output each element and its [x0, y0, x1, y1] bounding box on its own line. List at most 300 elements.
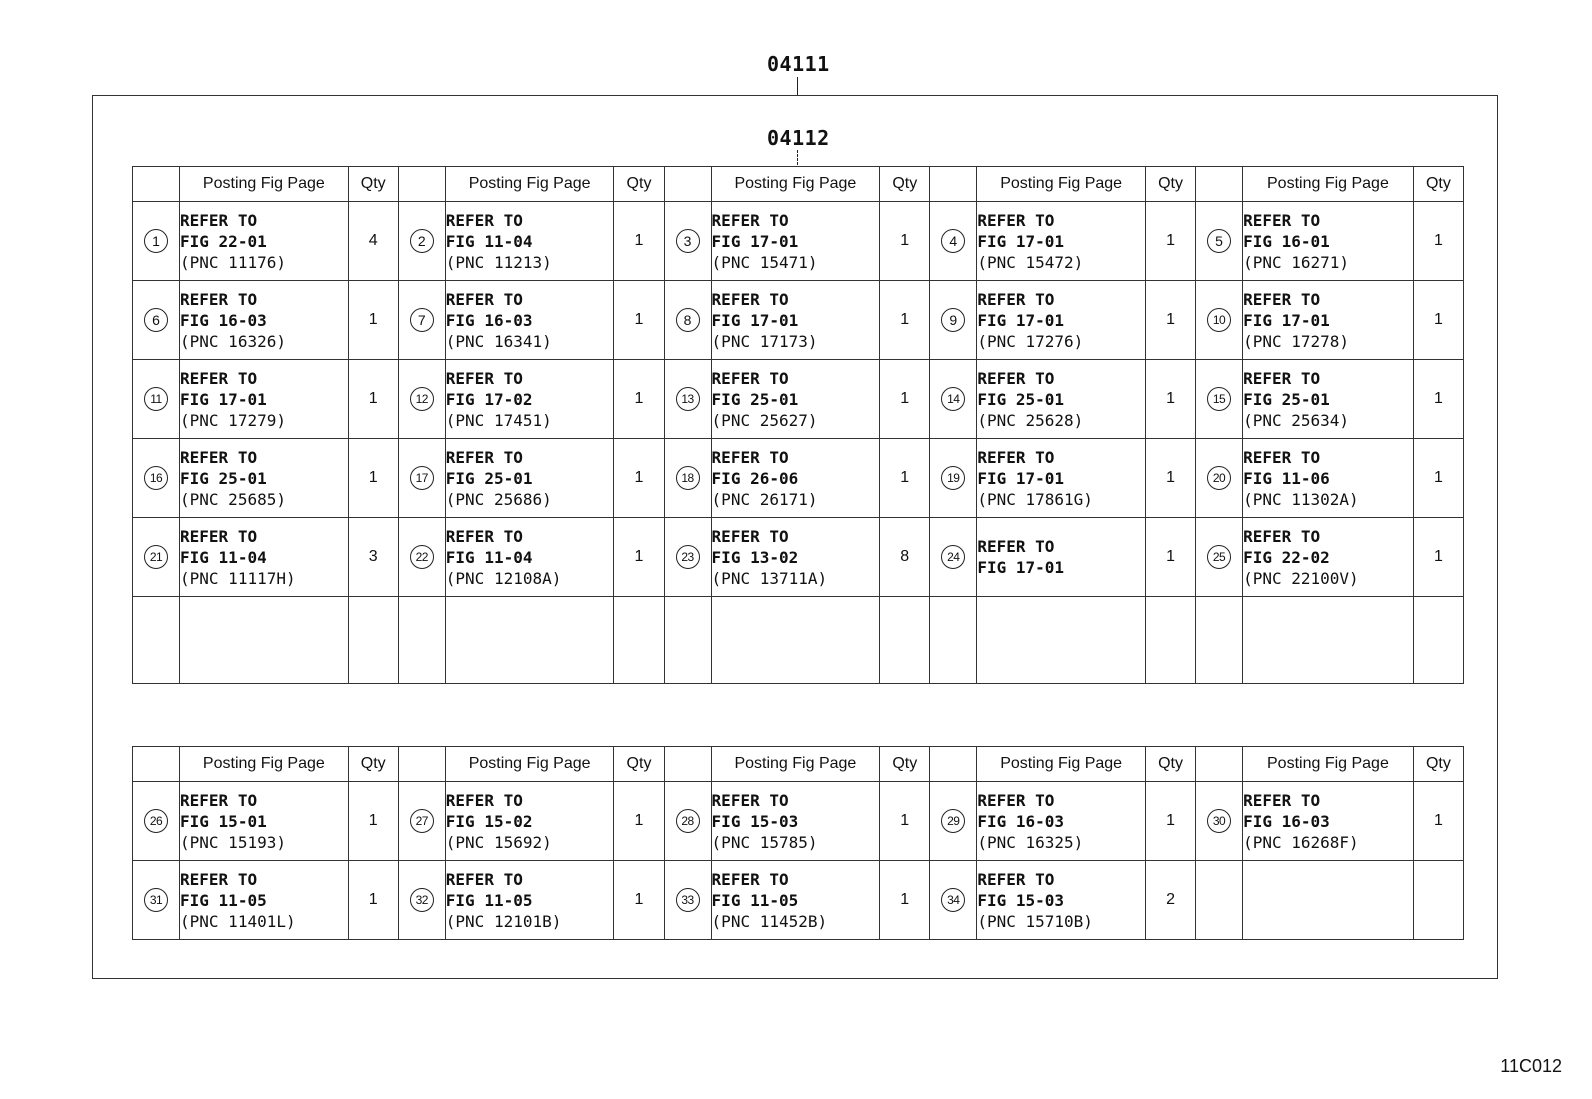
refer-to-text: REFER TO: [977, 289, 1055, 309]
posting-fig-page-cell: [1243, 782, 1414, 861]
item-number-circle: 3: [676, 229, 700, 253]
pnc-reference: (PNC 11302A): [1243, 489, 1359, 509]
qty-cell: 3: [348, 518, 398, 597]
pnc-reference: (PNC 17451): [445, 410, 552, 430]
item-number-circle: 34: [941, 888, 965, 912]
table-row: [133, 518, 1464, 597]
refer-to-text: REFER TO: [977, 537, 1055, 556]
pnc-reference: (PNC 11213): [445, 252, 552, 272]
posting-fig-page-cell: [977, 202, 1146, 281]
posting-fig-page-header: Posting Fig Page: [977, 167, 1146, 202]
empty-cell: [348, 597, 398, 684]
posting-fig-page-cell: [180, 281, 349, 360]
item-number-cell: [398, 782, 445, 861]
refer-to-text: REFER TO: [711, 210, 789, 230]
fig-reference: FIG 16-01: [1243, 231, 1330, 251]
refer-to-text: REFER TO: [977, 790, 1055, 810]
pnc-reference: (PNC 12101B): [445, 911, 562, 931]
item-number-circle: 12: [410, 387, 434, 411]
refer-to-text: REFER TO: [1243, 790, 1321, 810]
refer-to-text: REFER TO: [1243, 447, 1321, 467]
posting-fig-page-cell: [977, 439, 1146, 518]
qty-cell: [1413, 861, 1463, 940]
item-number-circle: 1: [144, 229, 168, 253]
qty-cell: 1: [880, 439, 930, 518]
empty-cell: [133, 597, 180, 684]
fig-reference: FIG 25-01: [180, 468, 267, 488]
parts-reference-table-1: [132, 166, 1464, 684]
empty-table-row: [133, 597, 1464, 684]
fig-reference: FIG 17-01: [1243, 310, 1330, 330]
refer-to-text: REFER TO: [445, 289, 523, 309]
posting-fig-page-cell: [711, 202, 880, 281]
refer-to-text: REFER TO: [180, 210, 258, 230]
fig-reference: FIG 11-05: [445, 890, 533, 910]
item-number-cell: [398, 861, 445, 940]
posting-fig-page-header: Posting Fig Page: [180, 747, 349, 782]
refer-to-text: REFER TO: [711, 869, 789, 889]
item-number-circle: 30: [1207, 809, 1231, 833]
posting-fig-page-cell: [711, 360, 880, 439]
refer-to-text: REFER TO: [180, 526, 258, 546]
pnc-reference: (PNC 17276): [977, 331, 1084, 351]
posting-fig-page-header: Posting Fig Page: [180, 167, 349, 202]
pnc-reference: (PNC 15710B): [977, 911, 1093, 931]
pnc-reference: (PNC 16341): [445, 331, 552, 351]
fig-reference: FIG 25-01: [711, 389, 799, 409]
item-number-circle: 19: [941, 466, 965, 490]
pnc-reference: (PNC 25685): [180, 489, 286, 509]
qty-cell: 1: [614, 202, 664, 281]
refer-to-text: REFER TO: [445, 368, 523, 388]
empty-cell: [880, 597, 930, 684]
qty-cell: 1: [1413, 439, 1463, 518]
qty-cell: 1: [1145, 281, 1195, 360]
posting-fig-page-header: Posting Fig Page: [711, 167, 880, 202]
fig-reference: FIG 26-06: [711, 468, 799, 488]
item-number-circle: 32: [410, 888, 434, 912]
qty-header: Qty: [1145, 747, 1195, 782]
qty-cell: 1: [880, 281, 930, 360]
qty-cell: 1: [348, 861, 398, 940]
empty-cell: [398, 597, 445, 684]
empty-cell: [614, 597, 664, 684]
item-number-circle: 10: [1207, 308, 1231, 332]
posting-fig-page-cell: [711, 861, 880, 940]
refer-to-text: REFER TO: [1243, 289, 1321, 309]
qty-header: Qty: [1145, 167, 1195, 202]
empty-cell: [711, 597, 880, 684]
posting-fig-page-header: Posting Fig Page: [1243, 747, 1414, 782]
item-number-cell: [664, 861, 711, 940]
item-number-cell: [664, 281, 711, 360]
item-number-cell: [930, 202, 977, 281]
subassembly-code-label: 04112: [767, 126, 830, 150]
fig-reference: FIG 16-03: [977, 811, 1065, 831]
pnc-reference: (PNC 25634): [1243, 410, 1350, 430]
pnc-reference: (PNC 15193): [180, 832, 286, 852]
qty-cell: 1: [880, 861, 930, 940]
num-header: [133, 747, 180, 782]
posting-fig-page-cell: [1243, 281, 1414, 360]
item-number-circle: 8: [676, 308, 700, 332]
item-number-cell: [1196, 281, 1243, 360]
refer-to-text: REFER TO: [711, 526, 789, 546]
item-number-cell: [1196, 518, 1243, 597]
refer-to-text: REFER TO: [180, 447, 258, 467]
posting-fig-page-cell: [180, 861, 349, 940]
refer-to-text: REFER TO: [711, 447, 789, 467]
fig-reference: FIG 16-03: [1243, 811, 1330, 831]
refer-to-text: REFER TO: [180, 289, 258, 309]
posting-fig-page-cell: [1243, 360, 1414, 439]
item-number-circle: 22: [410, 545, 434, 569]
table-row: [133, 281, 1464, 360]
fig-reference: FIG 15-03: [977, 890, 1065, 910]
qty-header: Qty: [348, 747, 398, 782]
fig-reference: FIG 17-01: [180, 389, 267, 409]
posting-fig-page-header: Posting Fig Page: [445, 747, 614, 782]
pnc-reference: (PNC 25628): [977, 410, 1084, 430]
item-number-cell: [133, 518, 180, 597]
item-number-circle: 17: [410, 466, 434, 490]
fig-reference: FIG 11-05: [711, 890, 799, 910]
qty-header: Qty: [348, 167, 398, 202]
qty-header: Qty: [1413, 167, 1463, 202]
item-number-cell: [398, 360, 445, 439]
item-number-cell: [664, 439, 711, 518]
fig-reference: FIG 15-02: [445, 811, 533, 831]
pnc-reference: (PNC 16325): [977, 832, 1084, 852]
item-number-cell: [133, 861, 180, 940]
table-row: [133, 861, 1464, 940]
empty-cell: [445, 597, 614, 684]
qty-header: Qty: [614, 167, 664, 202]
qty-cell: 1: [614, 782, 664, 861]
posting-fig-page-cell: [180, 360, 349, 439]
pnc-reference: (PNC 17279): [180, 410, 286, 430]
pnc-reference: (PNC 11117H): [180, 568, 296, 588]
num-header: [664, 167, 711, 202]
refer-to-text: REFER TO: [711, 289, 789, 309]
item-number-cell: [930, 861, 977, 940]
item-number-circle: 31: [144, 888, 168, 912]
posting-fig-page-cell: [711, 439, 880, 518]
posting-fig-page-cell: [977, 861, 1146, 940]
refer-to-text: REFER TO: [977, 368, 1055, 388]
qty-cell: 1: [1145, 439, 1195, 518]
refer-to-text: REFER TO: [445, 790, 523, 810]
num-header: [930, 167, 977, 202]
item-number-circle: 27: [410, 809, 434, 833]
refer-to-text: REFER TO: [445, 526, 523, 546]
qty-cell: 1: [614, 439, 664, 518]
posting-fig-page-cell: [445, 782, 614, 861]
table-row: [133, 202, 1464, 281]
item-number-circle: 6: [144, 308, 168, 332]
qty-cell: 1: [348, 281, 398, 360]
item-number-cell: [1196, 782, 1243, 861]
num-header: [398, 747, 445, 782]
item-number-cell: [1196, 861, 1243, 940]
fig-reference: FIG 17-01: [711, 310, 799, 330]
empty-cell: [664, 597, 711, 684]
item-number-circle: 25: [1207, 545, 1231, 569]
pnc-reference: (PNC 22100V): [1243, 568, 1359, 588]
item-number-circle: 28: [676, 809, 700, 833]
posting-fig-page-header: Posting Fig Page: [977, 747, 1146, 782]
item-number-cell: [398, 281, 445, 360]
item-number-cell: [133, 202, 180, 281]
fig-reference: FIG 11-06: [1243, 468, 1330, 488]
qty-cell: 1: [1413, 360, 1463, 439]
empty-cell: [930, 597, 977, 684]
item-number-circle: 18: [676, 466, 700, 490]
pnc-reference: (PNC 15472): [977, 252, 1084, 272]
fig-reference: FIG 17-01: [977, 310, 1065, 330]
pnc-reference: (PNC 11176): [180, 252, 286, 272]
item-number-cell: [133, 281, 180, 360]
refer-to-text: REFER TO: [180, 869, 258, 889]
item-number-circle: 5: [1207, 229, 1231, 253]
qty-cell: 2: [1145, 861, 1195, 940]
item-number-circle: 21: [144, 545, 168, 569]
item-number-circle: 15: [1207, 387, 1231, 411]
refer-to-text: REFER TO: [445, 869, 523, 889]
fig-reference: FIG 17-02: [445, 389, 533, 409]
item-number-cell: [133, 782, 180, 861]
item-number-cell: [133, 360, 180, 439]
item-number-cell: [664, 360, 711, 439]
item-number-circle: 2: [410, 229, 434, 253]
item-number-cell: [930, 360, 977, 439]
posting-fig-page-cell: [711, 281, 880, 360]
pnc-reference: (PNC 11401L): [180, 911, 296, 931]
posting-fig-page-cell: [180, 782, 349, 861]
figure-id: 11C012: [1500, 1056, 1562, 1076]
item-number-circle: 11: [144, 387, 168, 411]
num-header: [664, 747, 711, 782]
table-row: [133, 439, 1464, 518]
table-row: [133, 782, 1464, 861]
fig-reference: FIG 22-02: [1243, 547, 1330, 567]
qty-cell: 1: [1145, 360, 1195, 439]
item-number-circle: 26: [144, 809, 168, 833]
refer-to-text: REFER TO: [711, 368, 789, 388]
header-row: [133, 167, 1464, 202]
num-header: [1196, 747, 1243, 782]
item-number-cell: [664, 518, 711, 597]
refer-to-text: REFER TO: [445, 210, 523, 230]
qty-cell: 1: [348, 360, 398, 439]
empty-cell: [1243, 597, 1414, 684]
pnc-reference: (PNC 17278): [1243, 331, 1350, 351]
item-number-cell: [930, 439, 977, 518]
posting-fig-page-cell: [445, 281, 614, 360]
posting-fig-page-cell: [1243, 861, 1414, 940]
posting-fig-page-cell: [977, 281, 1146, 360]
fig-reference: FIG 16-03: [445, 310, 533, 330]
item-number-circle: 14: [941, 387, 965, 411]
item-number-cell: [1196, 202, 1243, 281]
item-number-circle: 23: [676, 545, 700, 569]
assembly-code-label: 04111: [767, 52, 830, 76]
refer-to-text: REFER TO: [180, 368, 258, 388]
pnc-reference: (PNC 17861G): [977, 489, 1093, 509]
fig-reference: FIG 22-01: [180, 231, 267, 251]
qty-cell: 1: [1413, 281, 1463, 360]
num-header: [398, 167, 445, 202]
qty-cell: 1: [614, 281, 664, 360]
posting-fig-page-cell: [445, 202, 614, 281]
num-header: [1196, 167, 1243, 202]
pnc-reference: (PNC 25686): [445, 489, 552, 509]
parts-reference-table-2: [132, 746, 1464, 940]
item-number-circle: 9: [941, 308, 965, 332]
num-header: [930, 747, 977, 782]
fig-reference: FIG 17-01: [977, 558, 1065, 577]
item-number-cell: [398, 202, 445, 281]
posting-fig-page-header: Posting Fig Page: [1243, 167, 1414, 202]
qty-header: Qty: [1413, 747, 1463, 782]
item-number-cell: [664, 782, 711, 861]
fig-reference: FIG 11-04: [445, 547, 533, 567]
refer-to-text: REFER TO: [180, 790, 258, 810]
fig-reference: FIG 17-01: [977, 468, 1065, 488]
posting-fig-page-header: Posting Fig Page: [445, 167, 614, 202]
item-number-circle: 20: [1207, 466, 1231, 490]
qty-cell: 1: [1145, 202, 1195, 281]
refer-to-text: REFER TO: [977, 447, 1055, 467]
posting-fig-page-header: Posting Fig Page: [711, 747, 880, 782]
item-number-cell: [398, 439, 445, 518]
fig-reference: FIG 17-01: [711, 231, 799, 251]
posting-fig-page-cell: [445, 861, 614, 940]
item-number-cell: [1196, 360, 1243, 439]
qty-cell: 1: [1145, 518, 1195, 597]
pnc-reference: (PNC 25627): [711, 410, 818, 430]
refer-to-text: REFER TO: [1243, 526, 1321, 546]
posting-fig-page-cell: [180, 202, 349, 281]
item-number-cell: [664, 202, 711, 281]
qty-cell: 1: [1413, 202, 1463, 281]
qty-cell: 1: [1145, 782, 1195, 861]
qty-cell: 1: [1413, 518, 1463, 597]
pnc-reference: (PNC 15785): [711, 832, 818, 852]
qty-header: Qty: [880, 167, 930, 202]
fig-reference: FIG 25-01: [1243, 389, 1330, 409]
assembly-leader-line: [797, 77, 798, 95]
posting-fig-page-cell: [977, 782, 1146, 861]
num-header: [133, 167, 180, 202]
empty-cell: [977, 597, 1146, 684]
posting-fig-page-cell: [1243, 518, 1414, 597]
posting-fig-page-cell: [445, 360, 614, 439]
refer-to-text: REFER TO: [711, 790, 789, 810]
fig-reference: FIG 25-01: [977, 389, 1065, 409]
refer-to-text: REFER TO: [445, 447, 523, 467]
refer-to-text: REFER TO: [1243, 210, 1321, 230]
qty-cell: 1: [1413, 782, 1463, 861]
pnc-reference: (PNC 15471): [711, 252, 818, 272]
posting-fig-page-cell: [977, 518, 1146, 597]
qty-cell: 1: [348, 439, 398, 518]
qty-cell: 4: [348, 202, 398, 281]
posting-fig-page-cell: [180, 518, 349, 597]
item-number-circle: 7: [410, 308, 434, 332]
item-number-cell: [930, 782, 977, 861]
item-number-circle: 29: [941, 809, 965, 833]
posting-fig-page-cell: [1243, 439, 1414, 518]
item-number-cell: [133, 439, 180, 518]
empty-cell: [1145, 597, 1195, 684]
qty-cell: 1: [880, 360, 930, 439]
qty-header: Qty: [880, 747, 930, 782]
pnc-reference: (PNC 16326): [180, 331, 286, 351]
posting-fig-page-cell: [445, 439, 614, 518]
item-number-cell: [930, 281, 977, 360]
qty-cell: 1: [614, 360, 664, 439]
subassembly-leader-line: [797, 150, 798, 165]
item-number-cell: [1196, 439, 1243, 518]
pnc-reference: (PNC 15692): [445, 832, 552, 852]
qty-cell: 1: [880, 782, 930, 861]
posting-fig-page-cell: [711, 782, 880, 861]
pnc-reference: (PNC 16271): [1243, 252, 1350, 272]
qty-header: Qty: [614, 747, 664, 782]
fig-reference: FIG 11-05: [180, 890, 267, 910]
fig-reference: FIG 15-01: [180, 811, 267, 831]
pnc-reference: (PNC 12108A): [445, 568, 562, 588]
item-number-cell: [930, 518, 977, 597]
fig-reference: FIG 15-03: [711, 811, 799, 831]
posting-fig-page-cell: [711, 518, 880, 597]
refer-to-text: REFER TO: [977, 210, 1055, 230]
qty-cell: 1: [880, 202, 930, 281]
item-number-circle: 13: [676, 387, 700, 411]
item-number-cell: [398, 518, 445, 597]
pnc-reference: (PNC 13711A): [711, 568, 828, 588]
item-number-circle: 33: [676, 888, 700, 912]
refer-to-text: REFER TO: [1243, 368, 1321, 388]
posting-fig-page-cell: [445, 518, 614, 597]
fig-reference: FIG 16-03: [180, 310, 267, 330]
posting-fig-page-cell: [1243, 202, 1414, 281]
empty-cell: [1413, 597, 1463, 684]
pnc-reference: (PNC 11452B): [711, 911, 828, 931]
qty-cell: 1: [348, 782, 398, 861]
item-number-circle: 4: [941, 229, 965, 253]
item-number-circle: 24: [941, 545, 965, 569]
fig-reference: FIG 11-04: [445, 231, 533, 251]
pnc-reference: (PNC 16268F): [1243, 832, 1359, 852]
pnc-reference: (PNC 26171): [711, 489, 818, 509]
fig-reference: FIG 25-01: [445, 468, 533, 488]
fig-reference: FIG 13-02: [711, 547, 799, 567]
qty-cell: 8: [880, 518, 930, 597]
pnc-reference: (PNC 17173): [711, 331, 818, 351]
empty-cell: [180, 597, 349, 684]
table-row: [133, 360, 1464, 439]
qty-cell: 1: [614, 861, 664, 940]
empty-cell: [1196, 597, 1243, 684]
fig-reference: FIG 11-04: [180, 547, 267, 567]
header-row: [133, 747, 1464, 782]
refer-to-text: REFER TO: [977, 869, 1055, 889]
posting-fig-page-cell: [180, 439, 349, 518]
item-number-circle: 16: [144, 466, 168, 490]
qty-cell: 1: [614, 518, 664, 597]
